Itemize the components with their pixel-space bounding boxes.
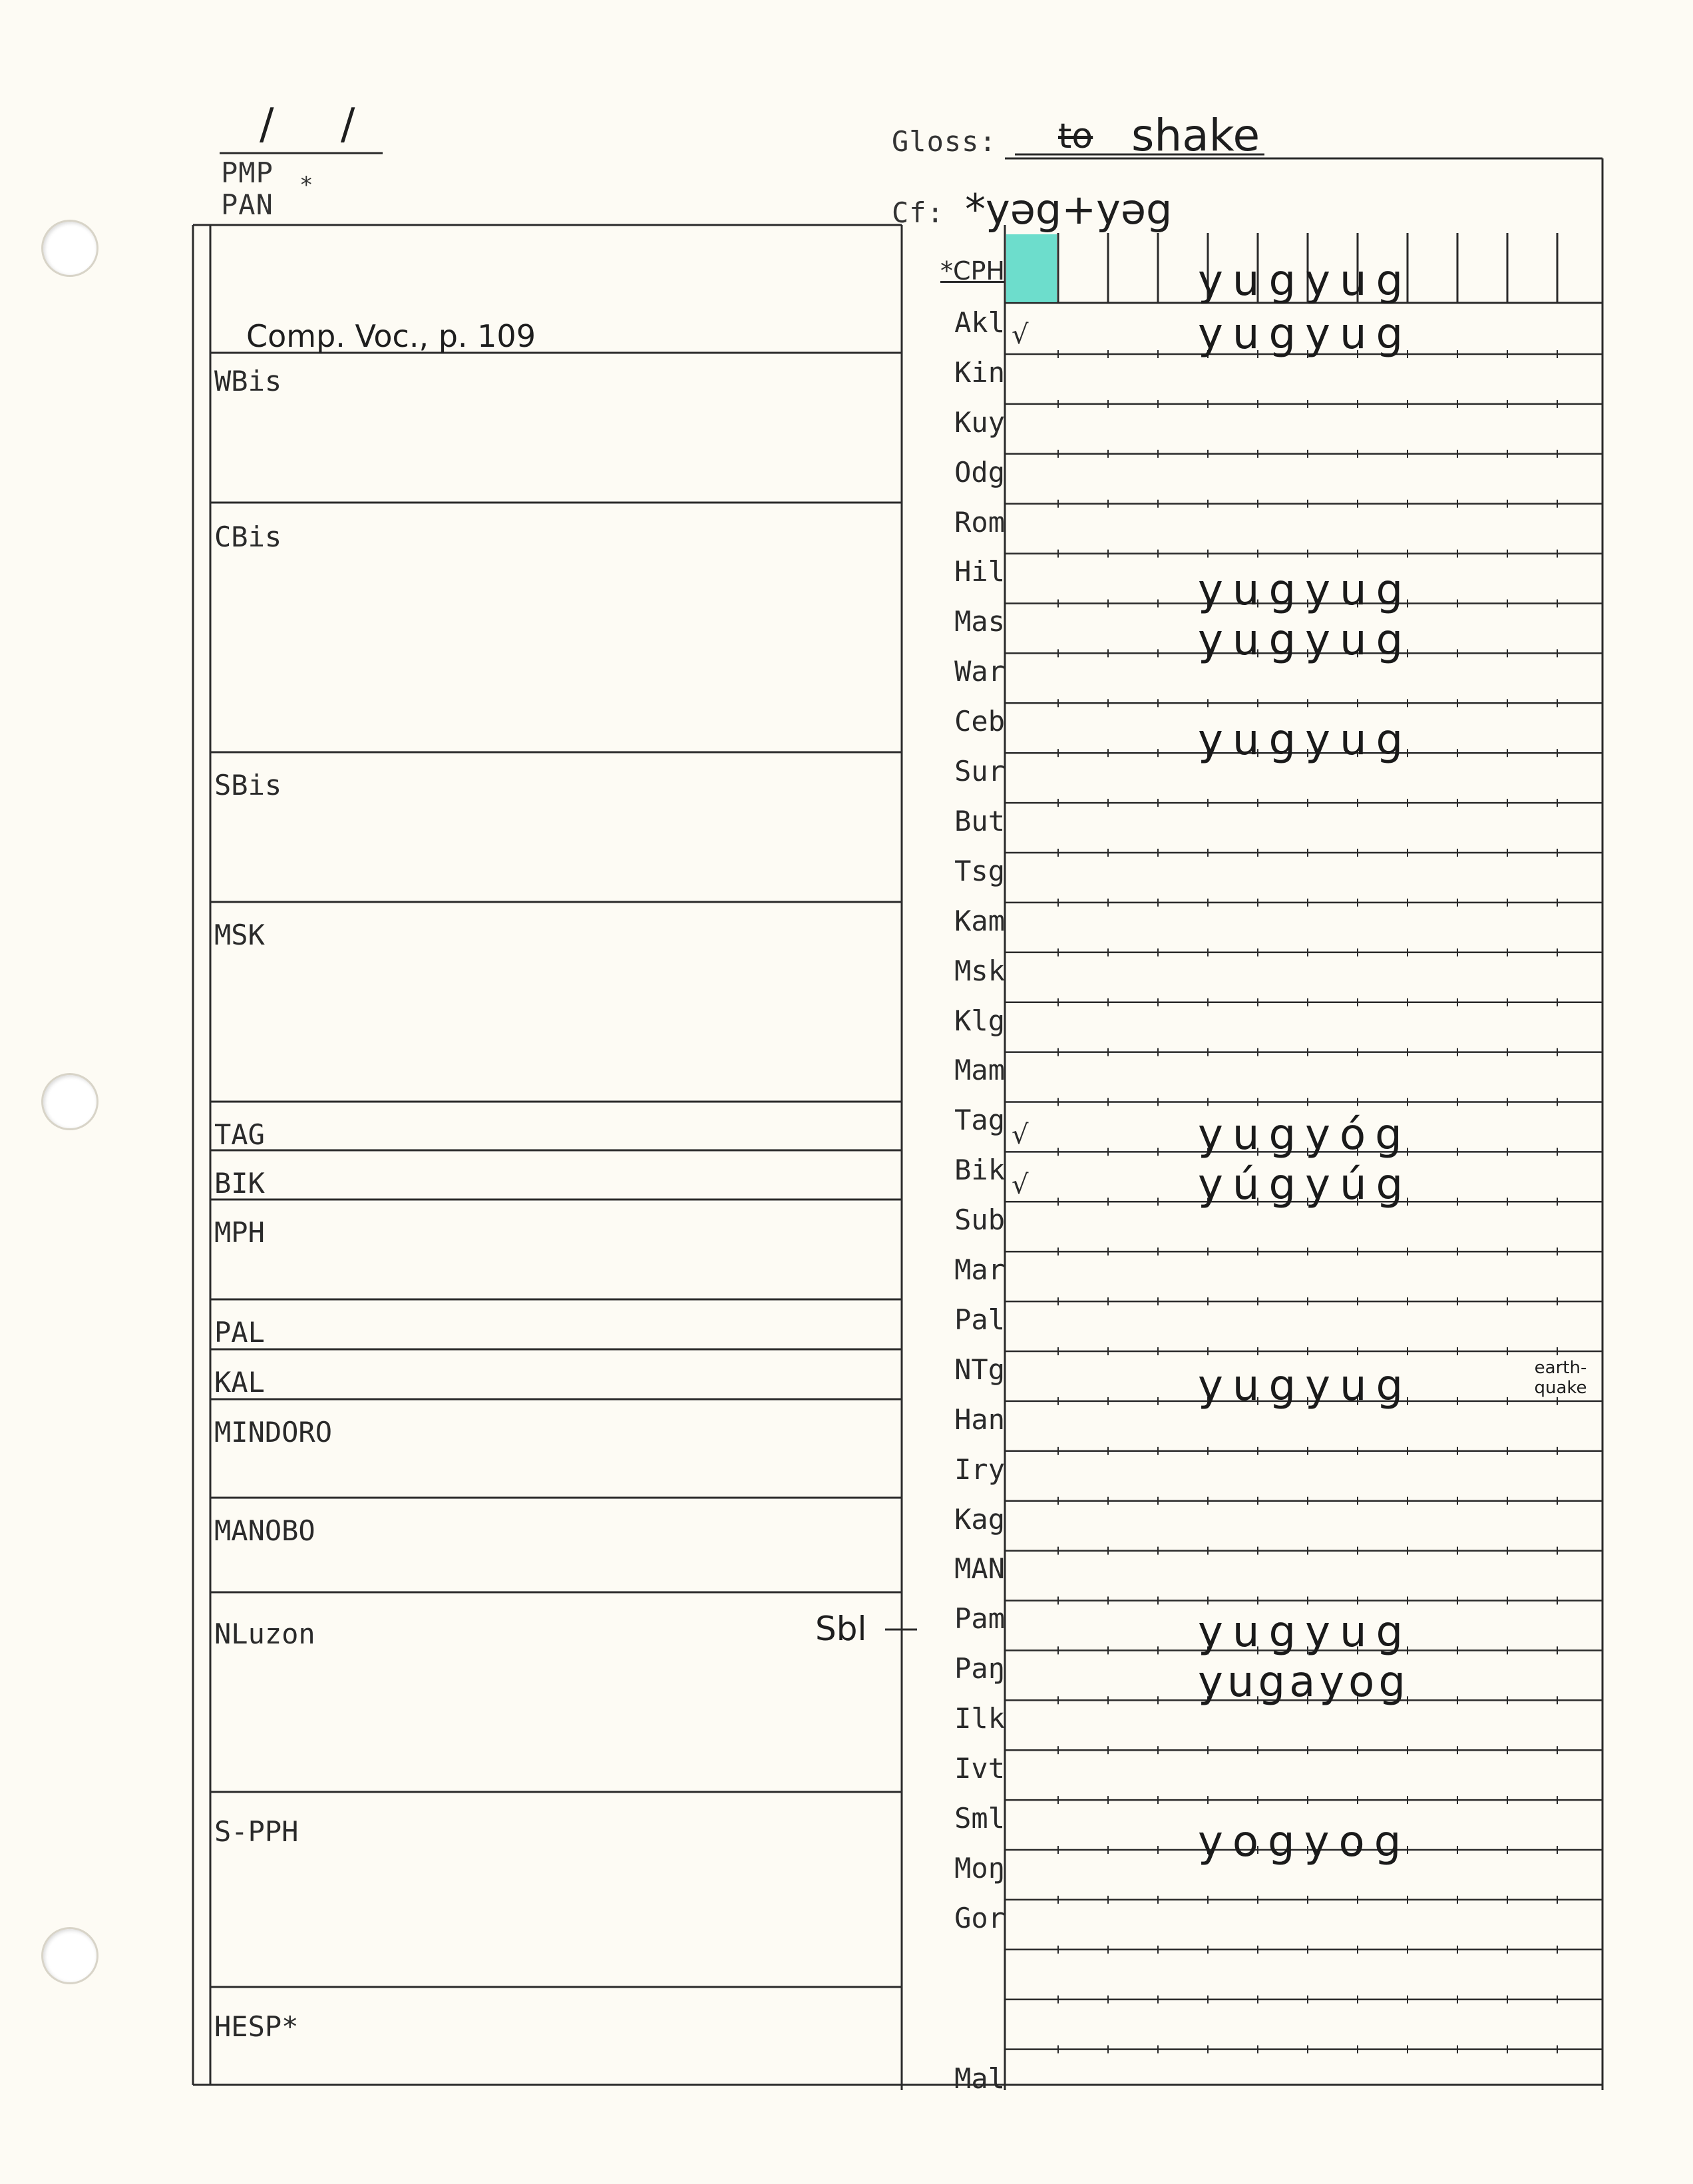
lang-code: Iry: [954, 1452, 1005, 1486]
lang-code: Akl: [954, 306, 1005, 339]
section-s-pph: S-PPH: [214, 1815, 299, 1848]
section-kal: KAL: [214, 1366, 265, 1399]
lang-code: Pam: [954, 1602, 1005, 1636]
lang-code: NTg: [954, 1353, 1005, 1386]
section-mph: MPH: [214, 1216, 265, 1249]
lang-code: Mam: [954, 1054, 1005, 1087]
form-sml: yogyog: [1198, 1817, 1411, 1866]
lang-code: Pal: [954, 1303, 1005, 1336]
pmp-asterisk: *: [299, 172, 314, 198]
form-ceb: yugyug: [1198, 716, 1413, 765]
date-field: / /: [260, 100, 382, 149]
form-cph: yugyug: [1198, 256, 1413, 306]
form-akl: yugyug: [1198, 310, 1413, 359]
section-wbis: WBis: [214, 365, 282, 397]
lang-code: Han: [954, 1403, 1005, 1436]
section-manobo: MANOBO: [214, 1514, 315, 1547]
form-mas: yugyug: [1198, 616, 1413, 665]
lang-code: Sml: [954, 1801, 1005, 1835]
lang-code: Hil: [954, 555, 1005, 588]
lang-code: Kuy: [954, 405, 1005, 439]
form-ntg: yugyug: [1198, 1361, 1413, 1411]
cf-label: Cf:: [892, 196, 944, 229]
check-tag: √: [1012, 1120, 1029, 1150]
lang-code: Ceb: [954, 705, 1005, 738]
gloss-struck-word: to: [1058, 116, 1093, 156]
section-msk: MSK: [214, 919, 265, 951]
lang-code: Kag: [954, 1502, 1005, 1536]
section-nluzon: NLuzon: [214, 1618, 315, 1650]
lang-code: Kin: [954, 355, 1005, 389]
gloss-label: Gloss:: [892, 125, 997, 158]
lang-code: Paŋ: [954, 1652, 1005, 1685]
lang-code: Bik: [954, 1154, 1005, 1187]
check-akl: √: [1012, 320, 1029, 350]
form-tag: yugyóg: [1198, 1110, 1411, 1160]
lang-code: Klg: [954, 1004, 1005, 1037]
lang-code: Msk: [954, 954, 1005, 987]
form-hil: yugyug: [1198, 566, 1413, 615]
ntg-note: earth-quake: [1534, 1358, 1587, 1398]
section-cbis: CBis: [214, 521, 282, 553]
lang-code: Odg: [954, 455, 1005, 489]
lang-code: Kam: [954, 904, 1005, 937]
lang-code: Tsg: [954, 854, 1005, 887]
lang-code: Sub: [954, 1203, 1005, 1237]
lang-code: *CPH: [940, 256, 1005, 286]
lang-code: MAN: [954, 1552, 1005, 1586]
section-hesp: HESP*: [214, 2010, 299, 2043]
pan-label: PAN: [221, 188, 274, 221]
lang-code: Rom: [954, 505, 1005, 539]
form-bik: yúgyúg: [1198, 1160, 1413, 1209]
section-sbis: SBis: [214, 769, 282, 801]
cf-value: *yəg+yəg: [965, 185, 1173, 234]
lang-code: Mal: [954, 2062, 1005, 2095]
lang-code: But: [954, 804, 1005, 837]
lang-code: Ivt: [954, 1752, 1005, 1785]
comp-voc-note: Comp. Voc., p. 109: [246, 318, 536, 354]
gloss-value: shake: [1131, 110, 1260, 161]
lang-code: Gor: [954, 1901, 1005, 1934]
section-mindoro: MINDORO: [214, 1416, 333, 1448]
lang-code: Mar: [954, 1253, 1005, 1286]
section-pal: PAL: [214, 1316, 265, 1349]
pmp-label: PMP: [221, 156, 274, 189]
sbl-note: Sbl: [815, 1610, 867, 1648]
lang-code: Sur: [954, 755, 1005, 787]
form-pang: yugayog: [1198, 1657, 1410, 1707]
form-pam: yugyug: [1198, 1608, 1413, 1657]
lang-code: Mas: [954, 605, 1005, 638]
lang-code: War: [954, 655, 1005, 688]
section-bik: BIK: [214, 1167, 265, 1200]
check-bik: √: [1012, 1170, 1029, 1200]
lang-code: Tag: [954, 1104, 1005, 1137]
section-tag: TAG: [214, 1118, 265, 1151]
lang-code: Moŋ: [954, 1851, 1005, 1884]
lang-code: Ilk: [954, 1702, 1005, 1735]
